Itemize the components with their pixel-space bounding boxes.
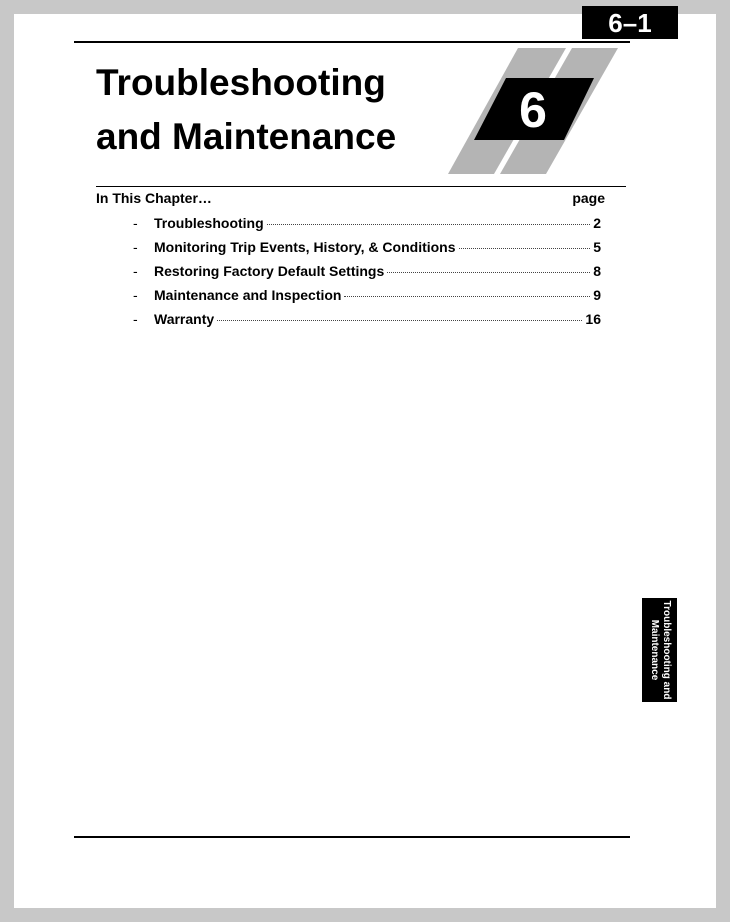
- toc-leader-dots: [387, 272, 590, 273]
- toc-item-label: Maintenance and Inspection: [154, 287, 342, 303]
- toc-item-label: Restoring Factory Default Settings: [154, 263, 385, 279]
- bottom-rule: [74, 836, 630, 838]
- toc-item-monitoring-trip-events[interactable]: [133, 239, 601, 263]
- toc-item-restoring-defaults[interactable]: [133, 263, 601, 287]
- chapter-title: [96, 56, 396, 164]
- toc-item-page: 16: [585, 311, 601, 327]
- side-tab-line-1: Troubleshooting and: [660, 600, 672, 700]
- toc-item-troubleshooting[interactable]: [133, 215, 601, 239]
- toc-header: [96, 190, 605, 210]
- toc-bullet: -: [133, 263, 138, 279]
- toc-list: [133, 215, 601, 335]
- toc-leader-dots: [459, 248, 590, 249]
- toc-heading: In This Chapter…: [96, 190, 212, 206]
- toc-item-label: Monitoring Trip Events, History, & Conditions: [154, 239, 456, 255]
- toc-bullet: -: [133, 239, 138, 255]
- toc-bullet: -: [133, 287, 138, 303]
- toc-item-label: Warranty: [154, 311, 215, 327]
- toc-leader-dots: [344, 296, 590, 297]
- toc-item-page: 8: [593, 263, 601, 279]
- chapter-number: 6: [519, 82, 547, 138]
- toc-item-page: 5: [593, 239, 601, 255]
- title-line-1: Troubleshooting: [96, 62, 386, 103]
- chapter-side-tab: [642, 598, 677, 702]
- toc-item-maintenance-inspection[interactable]: [133, 287, 601, 311]
- toc-item-page: 9: [593, 287, 601, 303]
- toc-page-label: page: [572, 190, 605, 206]
- side-tab-text: [648, 600, 672, 700]
- toc-bullet: -: [133, 215, 138, 231]
- toc-item-warranty[interactable]: [133, 311, 601, 335]
- toc-leader-dots: [217, 320, 582, 321]
- toc-item-label: Troubleshooting: [154, 215, 264, 231]
- toc-item-page: 2: [593, 215, 601, 231]
- side-tab-line-2: Maintenance: [648, 619, 660, 681]
- toc-bullet: -: [133, 311, 138, 327]
- top-rule: [74, 41, 630, 43]
- page-number-tab: 6–1: [582, 6, 678, 39]
- title-line-2: and Maintenance: [96, 116, 397, 157]
- toc-rule: [96, 186, 626, 187]
- toc-leader-dots: [267, 224, 590, 225]
